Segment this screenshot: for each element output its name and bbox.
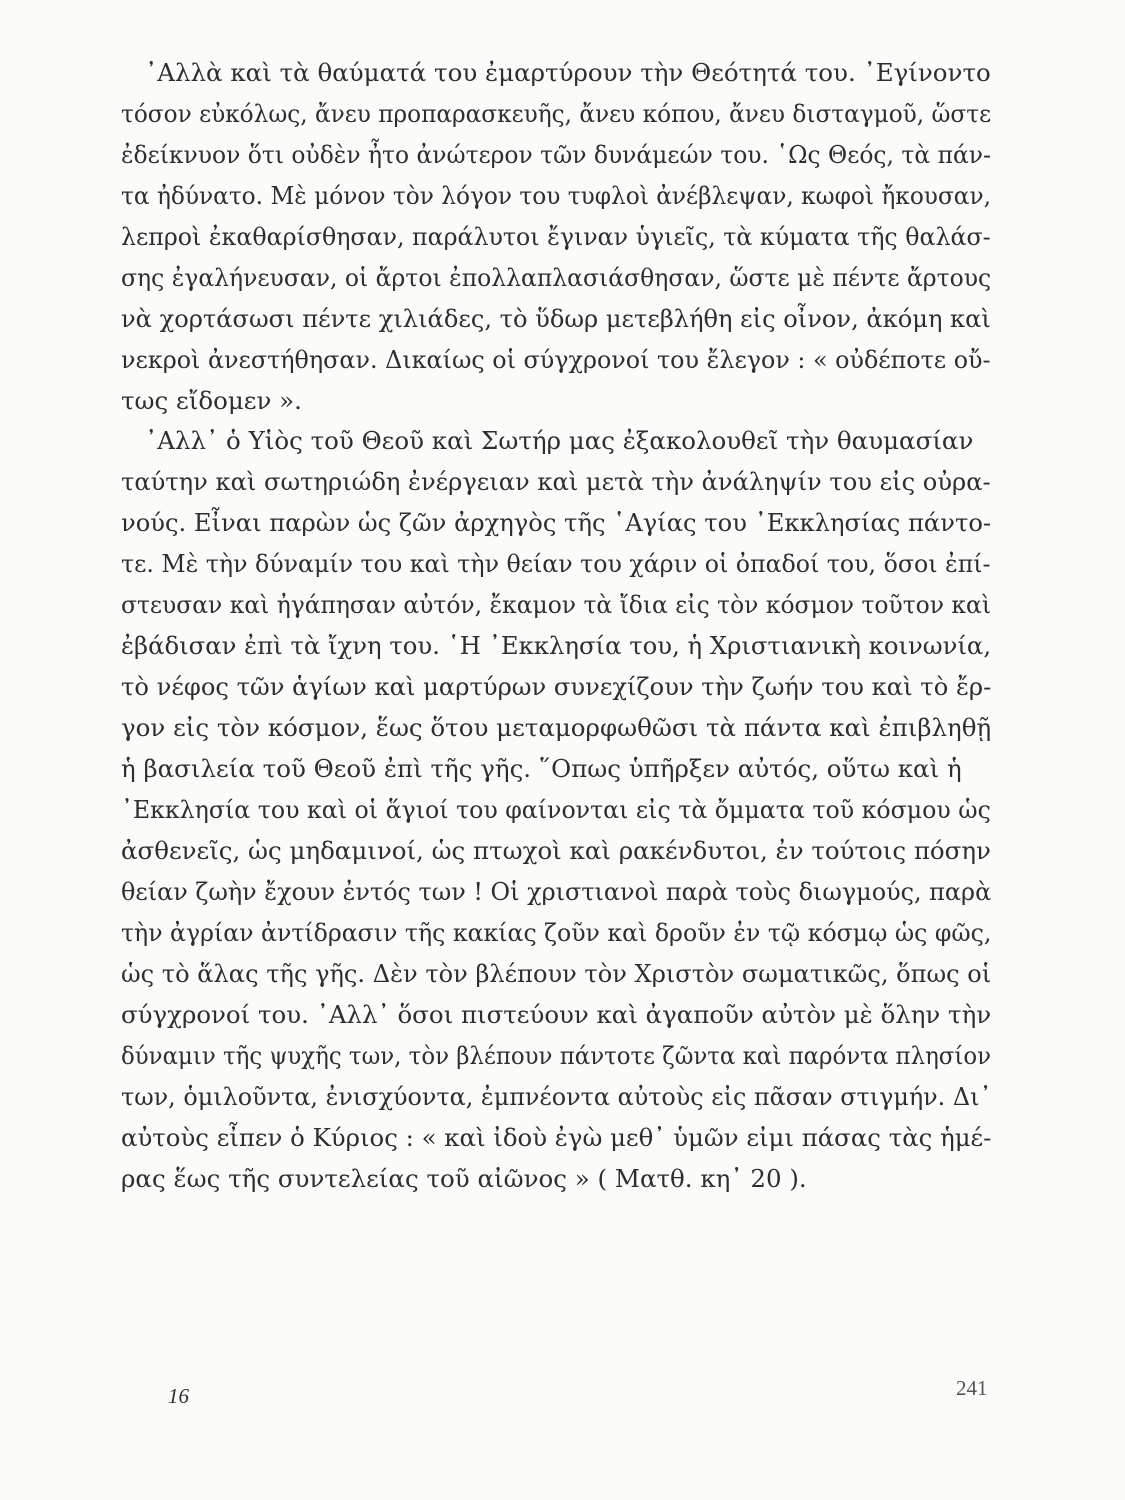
paragraph-1-line-8: νεκροὶ ἀνεστήθησαν. Δικαίως οἱ σύγχρονοί του ἔλεγον : « οὐδέποτε οὔ- xyxy=(121,345,991,374)
paragraph-2-line-2: ταύτην καὶ σωτηριώδη ἐνέργειαν καὶ μετὰ τὴν ἀνάληψίν του εἰς οὐρα- xyxy=(121,467,991,496)
paragraph-1-line-5: λεπροὶ ἐκαθαρίσθησαν, παράλυτοι ἔγιναν ὑγιεῖς, τὰ κύματα τῆς θαλάσ- xyxy=(121,222,991,251)
paragraph-2-line-18: αὐτοὺς εἶπεν ὁ Κύριος : « καὶ ἰδοὺ ἐγὼ μεθ᾿ ὑμῶν εἰμι πάσας τὰς ἡμέ- xyxy=(121,1123,992,1152)
paragraph-2-line-7: τὸ νέφος τῶν ἁγίων καὶ μαρτύρων συνεχίζουν τὴν ζωήν του καὶ τὸ ἔρ- xyxy=(121,672,992,701)
page-number: 241 xyxy=(956,1376,988,1400)
paragraph-2-line-12: θείαν ζωὴν ἔχουν ἐντός των ! Οἱ χριστιανοὶ παρὰ τοὺς διωγμούς, παρὰ xyxy=(121,877,992,906)
paragraph-2-line-11: ἀσθενεῖς, ὡς μηδαμινοί, ὡς πτωχοὶ καὶ ρακένδυτοι, ἐν τούτοις πόσην xyxy=(121,836,991,865)
paragraph-1-line-3: ἐδείκνυον ὅτι οὐδὲν ἦτο ἀνώτερον τῶν δυνάμεών του. ῾Ως Θεός, τὰ πάν- xyxy=(121,140,991,169)
paragraph-2-line-1: ᾿Αλλ᾿ ὁ Υἱὸς τοῦ Θεοῦ καὶ Σωτήρ μας ἐξακολουθεῖ τὴν θαυμασίαν xyxy=(145,426,974,455)
paragraph-2-line-10: ᾿Εκκλησία του καὶ οἱ ἅγιοί του φαίνονται εἰς τὰ ὄμματα τοῦ κόσμου ὡς xyxy=(121,795,991,824)
paragraph-2-line-16: δύναμιν τῆς ψυχῆς των, τὸν βλέπουν πάντοτε ζῶντα καὶ παρόντα πλησίον xyxy=(121,1041,992,1070)
paragraph-2-line-6: ἐβάδισαν ἐπὶ τὰ ἴχνη του. ῾Η ᾿Εκκλησία του, ἡ Χριστιανικὴ κοινωνία, xyxy=(121,631,992,660)
paragraph-2-line-9: ἡ βασιλεία τοῦ Θεοῦ ἐπὶ τῆς γῆς. ῞Οπως ὑπῆρξεν αὐτός, οὕτω καὶ ἡ xyxy=(121,754,962,783)
paragraph-2-line-19: ρας ἕως τῆς συντελείας τοῦ αἰῶνος » ( Ματθ. κη᾿ 20 ). xyxy=(121,1164,807,1193)
paragraph-2-line-5: στευσαν καὶ ἠγάπησαν αὐτόν, ἔκαμον τὰ ἴδια εἰς τὸν κόσμον τοῦτον καὶ xyxy=(121,590,992,619)
paragraph-1-line-9: τως εἴδομεν ». xyxy=(121,386,302,415)
paragraph-1-line-6: σης ἐγαλήνευσαν, οἱ ἄρτοι ἐπολλαπλασιάσθησαν, ὥστε μὲ πέντε ἄρτους xyxy=(121,263,992,292)
paragraph-1-line-1: ᾿Αλλὰ καὶ τὰ θαύματά του ἐμαρτύρουν τὴν Θεότητά του. ᾿Εγίνοντο xyxy=(145,58,991,87)
paragraph-2-line-4: τε. Μὲ τὴν δύναμίν του καὶ τὴν θείαν του χάριν οἱ ὀπαδοί του, ὅσοι ἐπί- xyxy=(121,549,991,578)
paragraph-2-line-17: των, ὁμιλοῦντα, ἐνισχύοντα, ἐμπνέοντα αὐτοὺς εἰς πᾶσαν στιγμήν. Δι᾿ xyxy=(121,1082,992,1111)
paragraph-2-line-13: τὴν ἀγρίαν ἀντίδρασιν τῆς κακίας ζοῦν καὶ δροῦν ἐν τῷ κόσμῳ ὡς φῶς, xyxy=(121,918,992,947)
paragraph-2-line-14: ὡς τὸ ἅλας τῆς γῆς. Δὲν τὸν βλέπουν τὸν Χριστὸν σωματικῶς, ὅπως οἱ xyxy=(121,959,992,988)
paragraph-2-line-15: σύγχρονοί του. ᾿Αλλ᾿ ὅσοι πιστεύουν καὶ ἀγαποῦν αὐτὸν μὲ ὅλην τὴν xyxy=(121,1000,992,1029)
paragraph-2-line-8: γον εἰς τὸν κόσμον, ἕως ὅτου μεταμορφωθῶσι τὰ πάντα καὶ ἐπιβληθῇ xyxy=(121,713,992,742)
signature-mark: 16 xyxy=(168,1384,189,1408)
paragraph-1-line-7: νὰ χορτάσωσι πέντε χιλιάδες, τὸ ὕδωρ μετεβλήθη εἰς οἶνον, ἀκόμη καὶ xyxy=(121,304,991,333)
paragraph-2-line-3: νούς. Εἶναι παρὼν ὡς ζῶν ἀρχηγὸς τῆς ῾Αγίας του ᾿Εκκλησίας πάντο- xyxy=(121,508,992,537)
paragraph-1-line-4: τα ἠδύνατο. Μὲ μόνον τὸν λόγον του τυφλοὶ ἀνέβλεψαν, κωφοὶ ἤκουσαν, xyxy=(121,181,992,210)
paragraph-1-line-2: τόσον εὐκόλως, ἄνευ προπαρασκευῆς, ἄνευ κόπου, ἄνευ δισταγμοῦ, ὥστε xyxy=(121,99,992,128)
